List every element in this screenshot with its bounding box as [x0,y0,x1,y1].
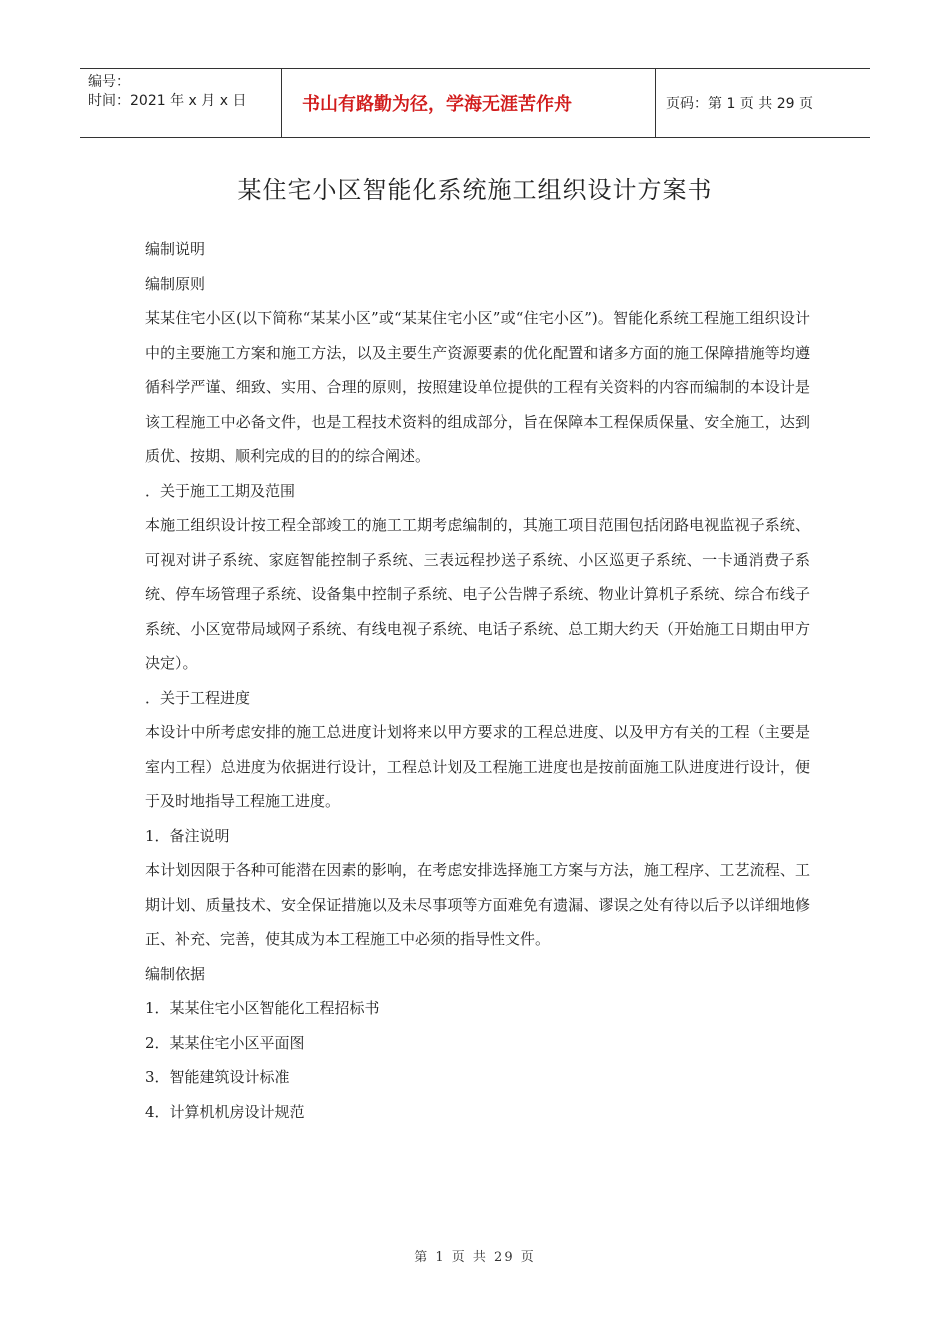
header-page-cell [656,69,870,137]
document-body [145,232,810,1129]
body-paragraph: 某某住宅小区(以下简称“某某小区”或“某某住宅小区”或“住宅小区”)。智能化系统工程施工组织设计中的主要施工方案和施工方法，以及主要生产资源要素的优化配置和诸多方面的施工保障措施等均遵循科学严谨、细致、实用、合理的原则，按照建设单位提供的工程有关资料的内容而编制的本设计是该工程施工中必备文件，也是工程技术资料的组成部分，旨在保障本工程保质保量、安全施工，达到质优、按期、顺利完成的目的的综合阐述。 [145,309,810,465]
section-heading: 编制说明 [145,240,206,258]
header-motto-cell [282,69,656,137]
section-heading: 编制原则 [145,274,206,293]
body-paragraph: 本计划因限于各种可能潜在因素的影响，在考虑安排选择施工方案与方法，施工程序、工艺流程、工期计划、质量技术、安全保证措施以及未尽事项等方面难免有遗漏、谬误之处有待以后予以详细地修正、补充、完善，使其成为本工程施工中必须的指导性文件。 [145,861,810,948]
header-meta-cell [80,69,282,137]
body-paragraph: 本设计中所考虑安排的施工总进度计划将来以甲方要求的工程总进度、以及甲方有关的工程（主要是室内工程）总进度为依据进行设计，工程总计划及工程施工进度也是按前面施工队进度进行设计，便于及时地指导工程施工进度。 [145,723,810,810]
section-heading: 1．备注说明 [145,826,230,845]
body-paragraph: 本施工组织设计按工程全部竣工的施工工期考虑编制的，其施工项目范围包括闭路电视监视子系统、可视对讲子系统、家庭智能控制子系统、三表远程抄送子系统、小区巡更子系统、一卡通消费子系统、停车场管理子系统、设备集中控制子系统、电子公告牌子系统、物业计算机子系统、综合布线子系统、小区宽带局域网子系统、有线电视子系统、电话子系统、总工期大约天（开始施工日期由甲方决定）。 [145,516,810,672]
page-info-text: 页码：第 1 页 共 29 页 [666,96,813,112]
document-title: 某住宅小区智能化系统施工组织设计方案书 [237,176,713,204]
section-heading: ．关于工程进度 [145,688,251,707]
list-item: 3．智能建筑设计标准 [145,1068,290,1086]
list-item: 1．某某住宅小区智能化工程招标书 [145,999,380,1017]
list-item: 2．某某住宅小区平面图 [145,1033,305,1052]
section-heading: ．关于施工工期及范围 [145,481,296,500]
page-footer: 第 1 页 共 29 页 [414,1250,536,1265]
document-number-label: 编号： [88,74,130,90]
motto-text: 书山有路勤为径，学海无涯苦作舟 [302,94,572,115]
document-date-label: 时间：2021 年 x 月 x 日 [88,93,247,109]
header-table [80,68,870,138]
list-item: 4．计算机机房设计规范 [145,1102,305,1121]
section-heading: 编制依据 [145,964,206,983]
